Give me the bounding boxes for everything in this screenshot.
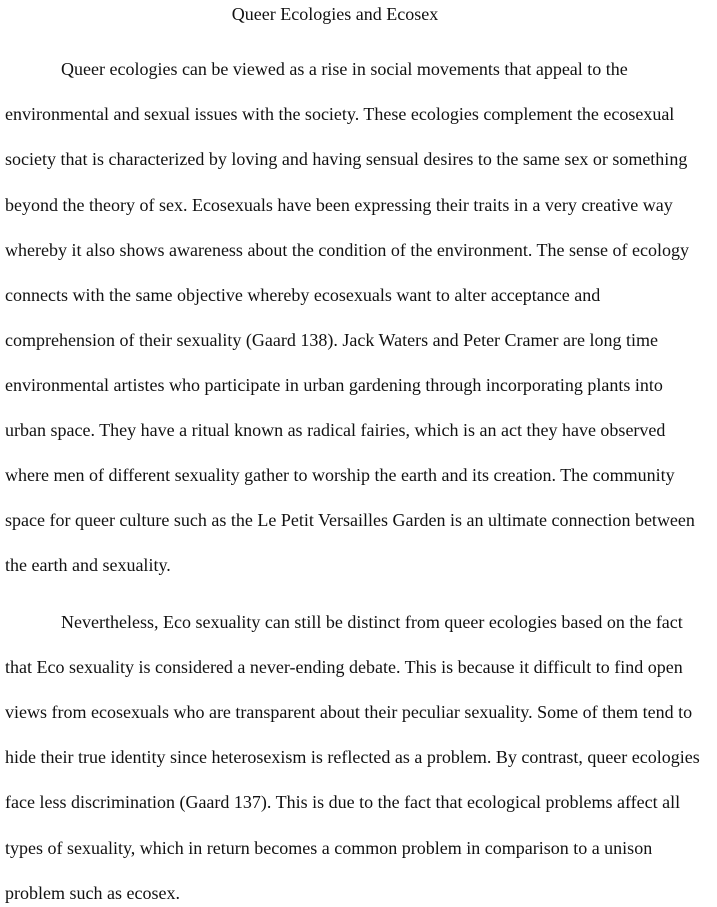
paragraph-line: hide their true identity since heterosexism is reflected as a problem. By contrast, queer ecologies <box>5 747 700 767</box>
paragraph-line: space for queer culture such as the Le Petit Versailles Garden is an ultimate connection between <box>5 510 695 530</box>
paragraph-line: Queer ecologies can be viewed as a rise in social movements that appeal to the <box>61 59 628 79</box>
paragraph-line: urban space. They have a ritual known as radical fairies, which is an act they have observed <box>5 420 666 440</box>
paragraph-line: society that is characterized by loving and having sensual desires to the same sex or something <box>5 149 688 169</box>
paragraph-line: connects with the same objective whereby ecosexuals want to alter acceptance and <box>5 285 601 305</box>
paragraph-line: that Eco sexuality is considered a never-ending debate. This is because it difficult to find open <box>5 657 683 677</box>
paragraph-line: environmental artistes who participate in urban gardening through incorporating plants into <box>5 375 663 395</box>
paragraph-line: the earth and sexuality. <box>5 555 171 575</box>
paragraph-line: beyond the theory of sex. Ecosexuals have been expressing their traits in a very creative way <box>5 195 673 215</box>
paragraph-line: Nevertheless, Eco sexuality can still be distinct from queer ecologies based on the fact <box>61 612 683 632</box>
paragraph-line: where men of different sexuality gather to worship the earth and its creation. The community <box>5 465 675 485</box>
paragraph-line: environmental and sexual issues with the society. These ecologies complement the ecosexual <box>5 104 675 124</box>
paragraph-line: views from ecosexuals who are transparent about their peculiar sexuality. Some of them tend to <box>5 702 693 722</box>
paragraph-line: problem such as ecosex. <box>5 883 180 903</box>
paragraph-line: whereby it also shows awareness about the condition of the environment. The sense of ecology <box>5 240 689 260</box>
paragraph-line: types of sexuality, which in return becomes a common problem in comparison to a unison <box>5 838 653 858</box>
document-title: Queer Ecologies and Ecosex <box>231 4 439 24</box>
paragraph-line: face less discrimination (Gaard 137). This is due to the fact that ecological problems affect all <box>5 792 681 812</box>
paragraph-line: comprehension of their sexuality (Gaard 138). Jack Waters and Peter Cramer are long time <box>5 330 658 350</box>
